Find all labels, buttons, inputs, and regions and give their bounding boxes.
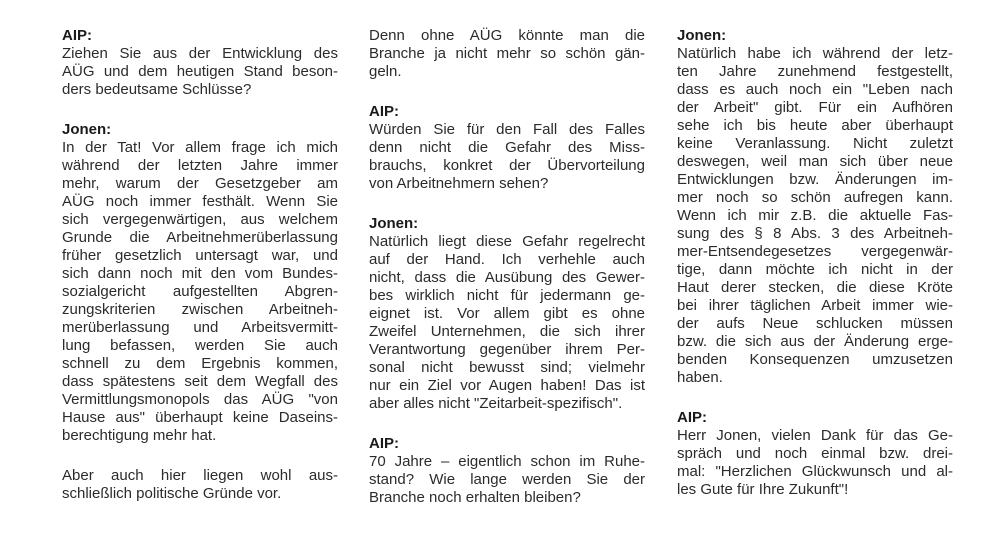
text-line: mehr, warum der Gesetzgeber am [62, 175, 338, 192]
text-line: haben. [677, 369, 723, 386]
column-1 [62, 27, 338, 503]
text-line: während der letzten Jahre immer [62, 157, 338, 174]
text-line: schnell zu dem Ergebnis kommen, [62, 355, 338, 372]
paragraph-gap [369, 193, 645, 215]
paragraph-gap [62, 445, 338, 467]
text-line: 70 Jahre – eigentlich schon im Ruhe- [369, 453, 645, 470]
text-line: spräch und noch einmal bzw. drei- [677, 445, 953, 462]
speaker-label: AIP: [369, 435, 399, 452]
text-line: Haut derer stecken, die diese Kröte [677, 279, 953, 296]
text-line: sung des § 8 Abs. 3 des Arbeitneh- [677, 225, 953, 242]
interview-block [677, 409, 953, 499]
text-line: Natürlich habe ich während der letz- [677, 45, 953, 62]
text-line: AÜG und dem heutigen Stand beson- [62, 63, 338, 80]
text-line: eignet ist. Vor allem gibt es ohne [369, 305, 645, 322]
paragraph-gap [62, 99, 338, 121]
text-line: Verantwortung gegenüber ihrem Per- [369, 341, 645, 358]
text-line: stand? Wie lange werden Sie der [369, 471, 645, 488]
text-line: berechtigung mehr hat. [62, 427, 217, 444]
text-line: zungskriterien zwischen Arbeitneh- [62, 301, 338, 318]
text-line: In der Tat! Vor allem frage ich mich [62, 139, 338, 156]
text-line: sich dann noch mit den vom Bundes- [62, 265, 338, 282]
text-line: nur ein Ziel vor Augen haben! Das ist [369, 377, 645, 394]
text-line: Branche noch erhalten bleiben? [369, 489, 581, 506]
text-line: Wenn ich mir z.B. die aktuelle Fas- [677, 207, 953, 224]
text-line: sonal nicht bewusst sind; vielmehr [369, 359, 645, 376]
interview-block [369, 103, 645, 193]
text-line: bei ihrer täglichen Arbeit immer wie- [677, 297, 953, 314]
text-line: AÜG noch immer festhält. Wenn Sie [62, 193, 338, 210]
text-line: sozialgericht aufgestellten Abgren- [62, 283, 338, 300]
interview-block [62, 121, 338, 445]
interview-block [369, 435, 645, 507]
column-3 [677, 27, 953, 499]
text-line: dass es auch noch ein "Leben nach [677, 81, 953, 98]
text-line: mer noch so schön aufregen kann. [677, 189, 953, 206]
text-line: merüberlassung und Arbeitsvermitt- [62, 319, 338, 336]
text-line: mer-Entsendegesetzes vergegenwär- [677, 243, 953, 260]
text-line: Grunde die Arbeitnehmerüberlassung [62, 229, 338, 246]
speaker-label: Jonen: [62, 121, 112, 138]
text-line: keine Veranlassung. Nicht zuletzt [677, 135, 953, 152]
text-line: bzw. die sich aus der Änderung erge- [677, 333, 953, 350]
text-line: der aufs Neue schlucken müssen [677, 315, 953, 332]
text-line: sich vergegenwärtigen, aus welchem [62, 211, 338, 228]
text-line: Denn ohne AÜG könnte man die [369, 27, 645, 44]
text-line: tige, dann möchte ich nicht in der [677, 261, 953, 278]
speaker-label: Jonen: [369, 215, 419, 232]
column-2 [369, 27, 645, 507]
text-line: les Gute für Ihre Zukunft"! [677, 481, 849, 498]
text-line: Herr Jonen, vielen Dank für das Ge- [677, 427, 953, 444]
text-line: brauchs, konkret der Übervorteilung [369, 157, 645, 174]
text-line: früher gesetzlich untersagt war, und [62, 247, 338, 264]
text-line: denn nicht die Gefahr des Miss- [369, 139, 645, 156]
text-line: Branche ja nicht mehr so schön gän- [369, 45, 645, 62]
text-line: Entwicklungen bzw. Änderungen im- [677, 171, 953, 188]
text-line: lung befassen, werden Sie auch [62, 337, 338, 354]
text-line: aber alles nicht "Zeitarbeit-spezifisch". [369, 395, 623, 412]
interview-block [677, 27, 953, 387]
paragraph-gap [677, 387, 953, 409]
speaker-label: AIP: [677, 409, 707, 426]
text-line: deswegen, weil man sich über neue [677, 153, 953, 170]
text-line: von Arbeitnehmern sehen? [369, 175, 549, 192]
text-line: bes wirklich nicht für jedermann ge- [369, 287, 645, 304]
text-line: Natürlich liegt diese Gefahr regelrecht [369, 233, 645, 250]
text-line: Aber auch hier liegen wohl aus- [62, 467, 338, 484]
text-line: ders bedeutsame Schlüsse? [62, 81, 252, 98]
paragraph-gap [369, 413, 645, 435]
text-line: dass spätestens seit dem Wegfall des [62, 373, 338, 390]
speaker-label: Jonen: [677, 27, 727, 44]
text-line: nicht, dass die Ausübung des Gewer- [369, 269, 645, 286]
text-line: mal: "Herzlichen Glückwunsch und al- [677, 463, 953, 480]
speaker-label: AIP: [369, 103, 399, 120]
interview-block [369, 215, 645, 413]
text-line: auf der Hand. Ich verhehle auch [369, 251, 645, 268]
text-line: Zweifel Unternehmen, die sich ihrer [369, 323, 645, 340]
interview-block [369, 27, 645, 81]
text-line: der Arbeit" gibt. Für ein Aufhören [677, 99, 953, 116]
text-line: Ziehen Sie aus der Entwicklung des [62, 45, 338, 62]
text-line: Hause aus" überhaupt keine Daseins- [62, 409, 338, 426]
text-line: Vermittlungsmonopols das AÜG "von [62, 391, 338, 408]
text-line: benden Konsequenzen umzusetzen [677, 351, 953, 368]
interview-block [62, 467, 338, 503]
text-line: schließlich politische Gründe vor. [62, 485, 282, 502]
speaker-label: AIP: [62, 27, 92, 44]
interview-block [62, 27, 338, 99]
text-line: sehe ich bis heute aber überhaupt [677, 117, 953, 134]
text-line: geln. [369, 63, 402, 80]
paragraph-gap [369, 81, 645, 103]
text-line: ten Jahre zunehmend festgestellt, [677, 63, 953, 80]
text-line: Würden Sie für den Fall des Falles [369, 121, 645, 138]
